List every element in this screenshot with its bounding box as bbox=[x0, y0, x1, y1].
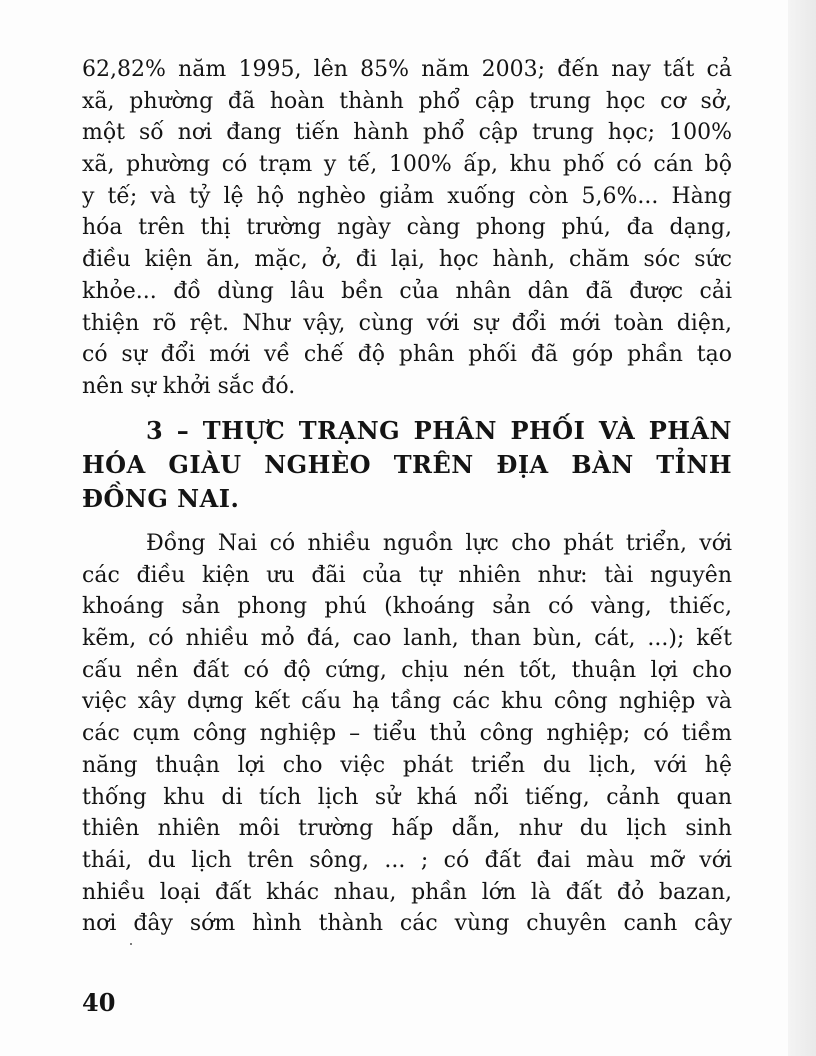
text-line: y tế; và tỷ lệ hộ nghèo giảm xuống còn 5,6%... Hàng bbox=[82, 183, 732, 209]
text-line: năng thuận lợi cho việc phát triển du lịch, với hệ bbox=[82, 752, 732, 778]
text-line: khỏe... đồ dùng lâu bền của nhân dân đã được cải bbox=[82, 278, 732, 304]
text-line: các cụm công nghiệp – tiểu thủ công nghiệp; có tiềm bbox=[82, 721, 732, 747]
text-line: kẽm, có nhiều mỏ đá, cao lanh, than bùn, cát, ...); kết bbox=[82, 626, 732, 652]
text-line: nơi đây sớm hình thành các vùng chuyên canh cây bbox=[82, 911, 732, 937]
text-line: điều kiện ăn, mặc, ở, đi lại, học hành, chăm sóc sức bbox=[82, 247, 732, 273]
section-heading bbox=[82, 414, 732, 516]
paragraph-1 bbox=[82, 54, 732, 403]
text-line: 62,82% năm 1995, lên 85% năm 2003; đến nay tất cả bbox=[82, 57, 732, 82]
text-line: một số nơi đang tiến hành phổ cập trung học; 100% bbox=[82, 120, 732, 146]
text-line: nên sự khởi sắc đó. bbox=[82, 373, 296, 399]
text-line: hóa trên thị trường ngày càng phong phú, đa dạng, bbox=[82, 215, 732, 241]
heading-line: ĐỒNG NAI. bbox=[82, 484, 240, 513]
text-line: xã, phường đã hoàn thành phổ cập trung học cơ sở, bbox=[82, 88, 732, 114]
text-line: thiên nhiên môi trường hấp dẫn, như du lịch sinh bbox=[82, 816, 732, 842]
text-line: việc xây dựng kết cấu hạ tầng các khu công nghiệp và bbox=[82, 689, 732, 715]
text-line: thống khu di tích lịch sử khá nổi tiếng, cảnh quan bbox=[82, 784, 732, 810]
text-line: Đồng Nai có nhiều nguồn lực cho phát triển, với bbox=[146, 531, 732, 556]
page-edge-shadow bbox=[788, 0, 816, 1056]
text-line: thái, du lịch trên sông, ... ; có đất đai màu mỡ với bbox=[82, 847, 732, 873]
paragraph-2 bbox=[82, 528, 732, 940]
text-line: khoáng sản phong phú (khoáng sản có vàng, thiếc, bbox=[82, 594, 732, 620]
text-line: có sự đổi mới về chế độ phân phối đã góp phần tạo bbox=[82, 342, 732, 368]
heading-line: HÓA GIÀU NGHÈO TRÊN ĐỊA BÀN TỈNH bbox=[82, 450, 732, 479]
text-line: cấu nền đất có độ cứng, chịu nén tốt, thuận lợi cho bbox=[82, 657, 732, 683]
heading-line: 3 – THỰC TRẠNG PHÂN PHỐI VÀ PHÂN bbox=[146, 416, 732, 445]
text-line: xã, phường có trạm y tế, 100% ấp, khu phố có cán bộ bbox=[82, 152, 732, 178]
print-speck bbox=[130, 943, 132, 945]
text-line: các điều kiện ưu đãi của tự nhiên như: tài nguyên bbox=[82, 562, 732, 588]
text-line: nhiều loại đất khác nhau, phần lớn là đất đỏ bazan, bbox=[82, 879, 732, 905]
text-line: thiện rõ rệt. Như vậy, cùng với sự đổi mới toàn diện, bbox=[82, 310, 732, 336]
page-number: 40 bbox=[82, 988, 116, 1017]
